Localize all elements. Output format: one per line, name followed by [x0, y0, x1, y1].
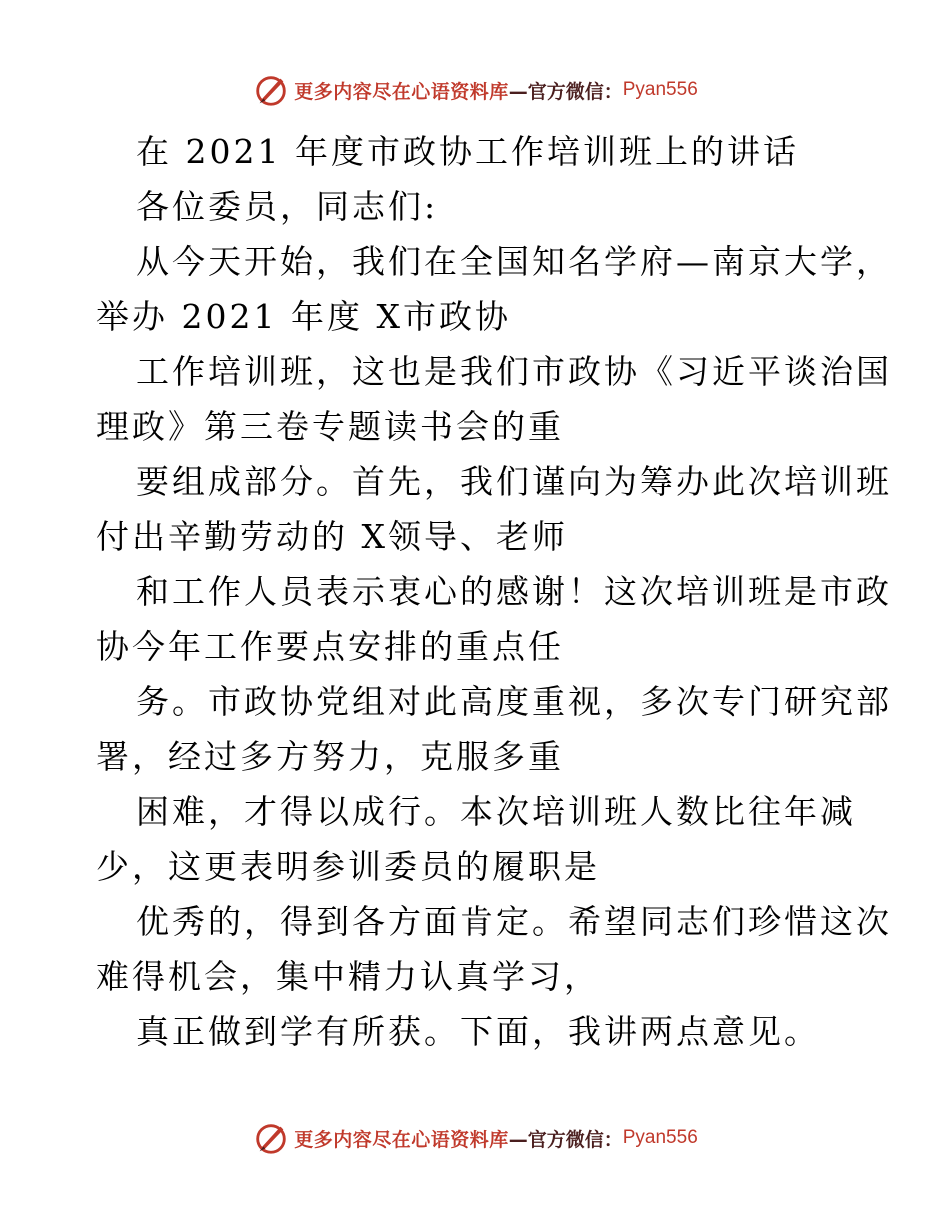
text-line: 难得机会，集中精力认真学习， — [96, 957, 600, 996]
banner-wechat-id: Pyan556 — [622, 79, 698, 100]
banner-title: 更多内容尽在心语资料库 — [294, 80, 509, 103]
text-line: 少，这更表明参训委员的履职是 — [96, 847, 600, 886]
text-line: 从今天开始，我们在全国知名学府—南京大学， — [136, 242, 892, 281]
banner-wechat-label: —官方微信： — [508, 1128, 623, 1151]
banner-wechat-id: Pyan556 — [622, 1127, 698, 1148]
text-line: 和工作人员表示衷心的感谢！这次培训班是市政 — [136, 572, 892, 611]
text-line: 工作培训班，这也是我们市政协《习近平谈治国 — [136, 352, 892, 391]
document-body — [96, 124, 892, 1059]
text-line: 付出辛勤劳动的 X领导、老师 — [96, 517, 568, 556]
text-line: 举办 2021 年度 X市政协 — [96, 297, 511, 336]
text-line: 真正做到学有所获。下面，我讲两点意见。 — [136, 1012, 820, 1051]
banner-wechat-label: —官方微信： — [508, 80, 623, 103]
text-line: 困难，才得以成行。本次培训班人数比往年减 — [136, 792, 856, 831]
quill-logo-icon — [252, 71, 290, 109]
text-line: 优秀的，得到各方面肯定。希望同志们珍惜这次 — [136, 902, 892, 941]
text-line: 协今年工作要点安排的重点任 — [96, 627, 564, 666]
text-line: 务。市政协党组对此高度重视，多次专门研究部 — [136, 682, 892, 721]
text-line: 各位委员，同志们: — [136, 187, 439, 226]
banner-title: 更多内容尽在心语资料库 — [294, 1128, 509, 1151]
footer-banner — [0, 1118, 950, 1158]
text-line: 理政》第三卷专题读书会的重 — [96, 407, 564, 446]
text-line: 署，经过多方努力，克服多重 — [96, 737, 564, 776]
text-line: 要组成部分。首先，我们谨向为筹办此次培训班 — [136, 462, 892, 501]
quill-logo-icon — [252, 1119, 290, 1157]
header-banner — [0, 70, 950, 110]
text-line: 在 2021 年度市政协工作培训班上的讲话 — [136, 132, 799, 171]
